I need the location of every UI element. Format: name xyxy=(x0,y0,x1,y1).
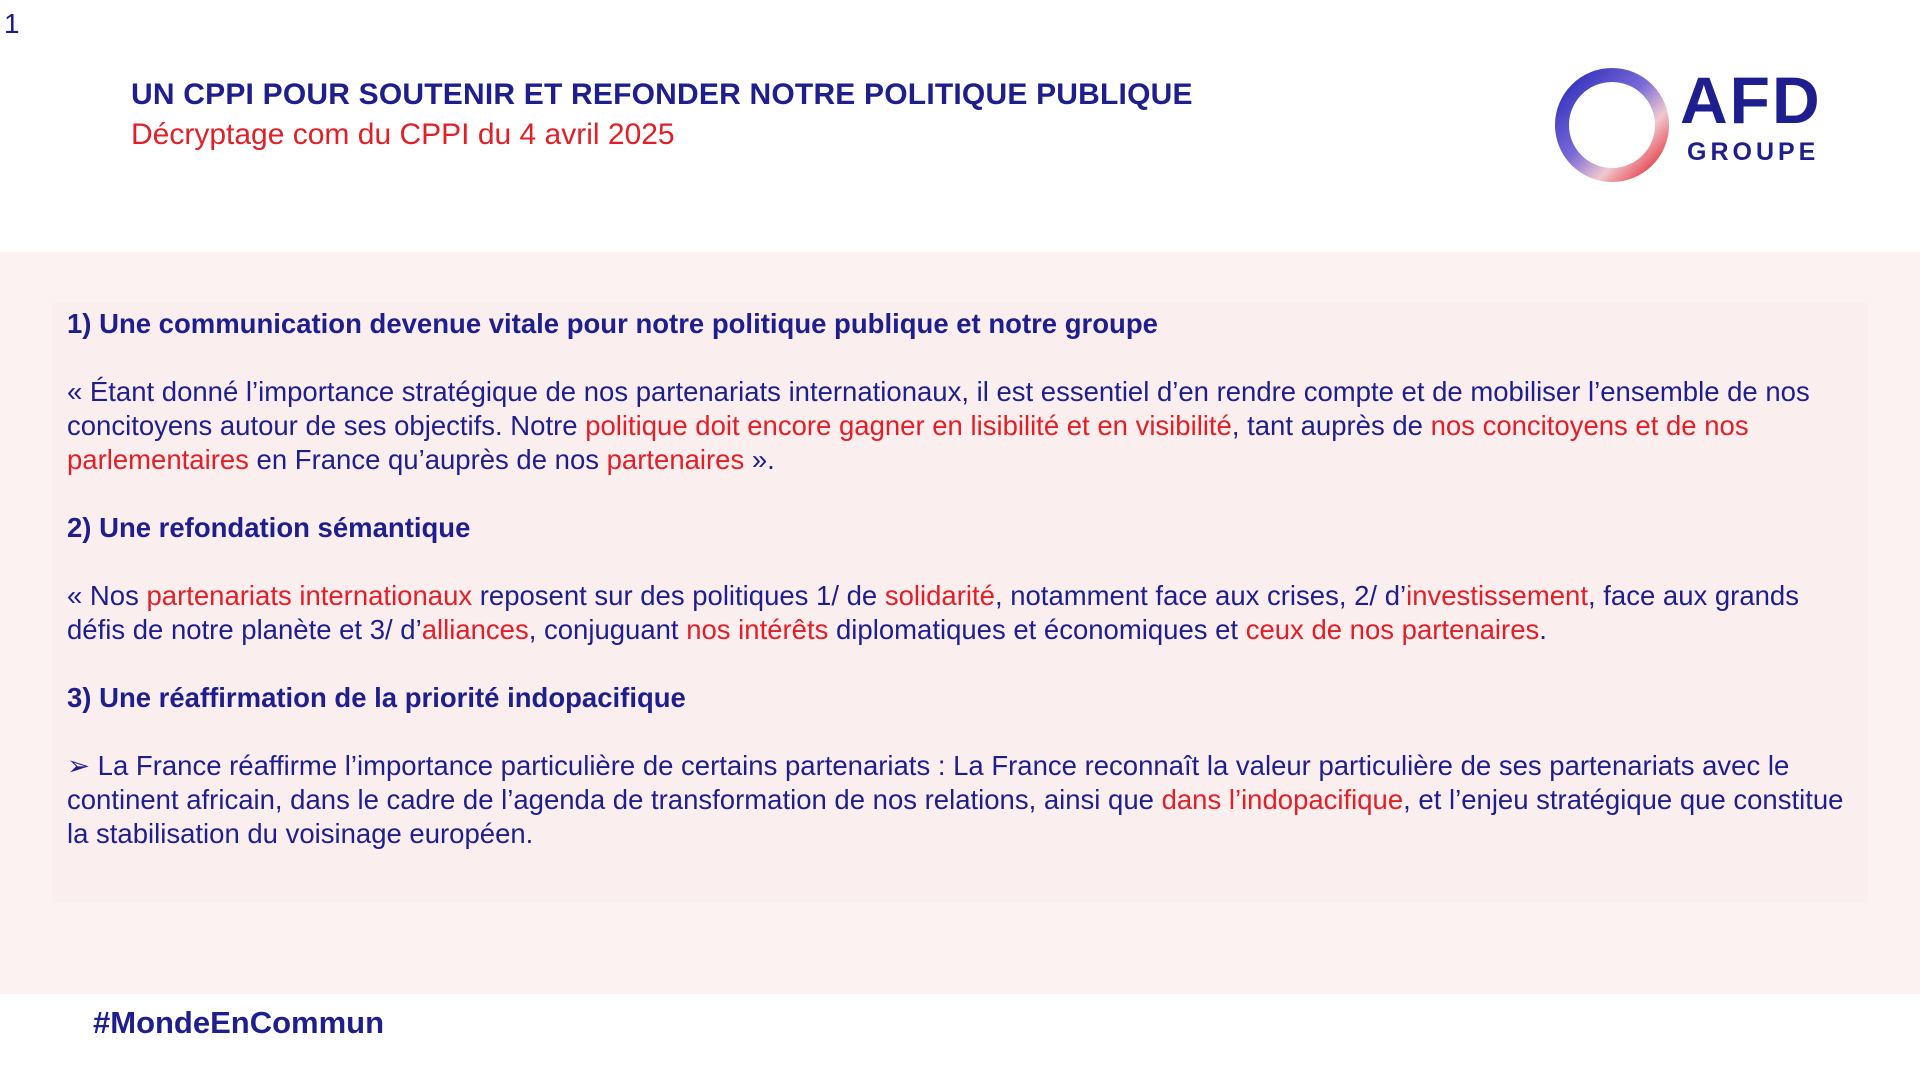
logo-brand: AFD xyxy=(1680,63,1822,137)
slide-header xyxy=(131,78,1193,152)
logo-sub: GROUPE xyxy=(1687,138,1820,166)
highlight-segment: nos concitoyens et de nos parlementaires xyxy=(67,410,1749,475)
text-segment: diplomatiques et économiques et xyxy=(828,614,1246,645)
text-segment: , face aux grands défis de notre planète et 3/ d’ xyxy=(67,580,1799,645)
text-segment: reposent sur des politiques 1/ de xyxy=(472,580,885,611)
highlight-segment: solidarité xyxy=(884,580,995,611)
footer-hashtag: #MondeEnCommun xyxy=(93,1005,385,1040)
text-segment: , notamment face aux crises, 2/ d’ xyxy=(994,580,1407,611)
section-paragraph-1 xyxy=(67,375,1857,477)
text-segment: en France qu’auprès de nos xyxy=(248,444,607,475)
text-segment: , tant auprès de xyxy=(1231,410,1431,441)
slide-number: 1 xyxy=(4,8,20,39)
highlight-segment: politique doit encore gagner en lisibilité et en visibilité xyxy=(585,410,1232,441)
text-segment: « Étant donné l’importance stratégique de nos partenariats internationaux, il est essentiel d’en rendre compte et de mobiliser l’ensemble de nos concitoyens autour de ses objectifs. Notre xyxy=(67,376,1810,441)
section-heading-3: 3) Une réaffirmation de la priorité indopacifique xyxy=(67,682,686,713)
section-heading-1: 1) Une communication devenue vitale pour notre politique publique et notre groupe xyxy=(67,308,1158,339)
highlight-segment: partenariats internationaux xyxy=(146,580,473,611)
highlight-segment: dans l’indopacifique xyxy=(1161,784,1404,815)
section-paragraph-2 xyxy=(67,579,1857,647)
highlight-segment: partenaires xyxy=(606,444,745,475)
highlight-segment: ceux de nos partenaires xyxy=(1245,614,1540,645)
afd-logo xyxy=(1550,60,1830,190)
text-segment: , et l’enjeu stratégique que constitue la stabilisation du voisinage européen. xyxy=(67,784,1844,849)
text-segment: ➢ La France réaffirme l’importance particulière de certains partenariats : La France reconnaît la valeur particulière de ses partenariats avec le continent africain, dans le cadre de l’agenda de transformation de nos relations, ainsi que xyxy=(67,750,1790,815)
text-segment: « Nos xyxy=(67,580,147,611)
highlight-segment: nos intérêts xyxy=(686,614,829,645)
text-segment: . xyxy=(1539,614,1547,645)
highlight-segment: investissement xyxy=(1406,580,1588,611)
text-segment: , conjuguant xyxy=(528,614,687,645)
page-subtitle: Décryptage com du CPPI du 4 avril 2025 xyxy=(131,118,675,151)
content-body xyxy=(67,307,1857,885)
page-title: UN CPPI POUR SOUTENIR ET REFONDER NOTRE POLITIQUE PUBLIQUE xyxy=(131,78,1193,111)
section-heading-2: 2) Une refondation sémantique xyxy=(67,512,471,543)
highlight-segment: alliances xyxy=(421,614,529,645)
text-segment: ». xyxy=(744,444,775,475)
section-paragraph-3 xyxy=(67,749,1857,851)
afd-ring-logo-icon xyxy=(1550,63,1674,187)
